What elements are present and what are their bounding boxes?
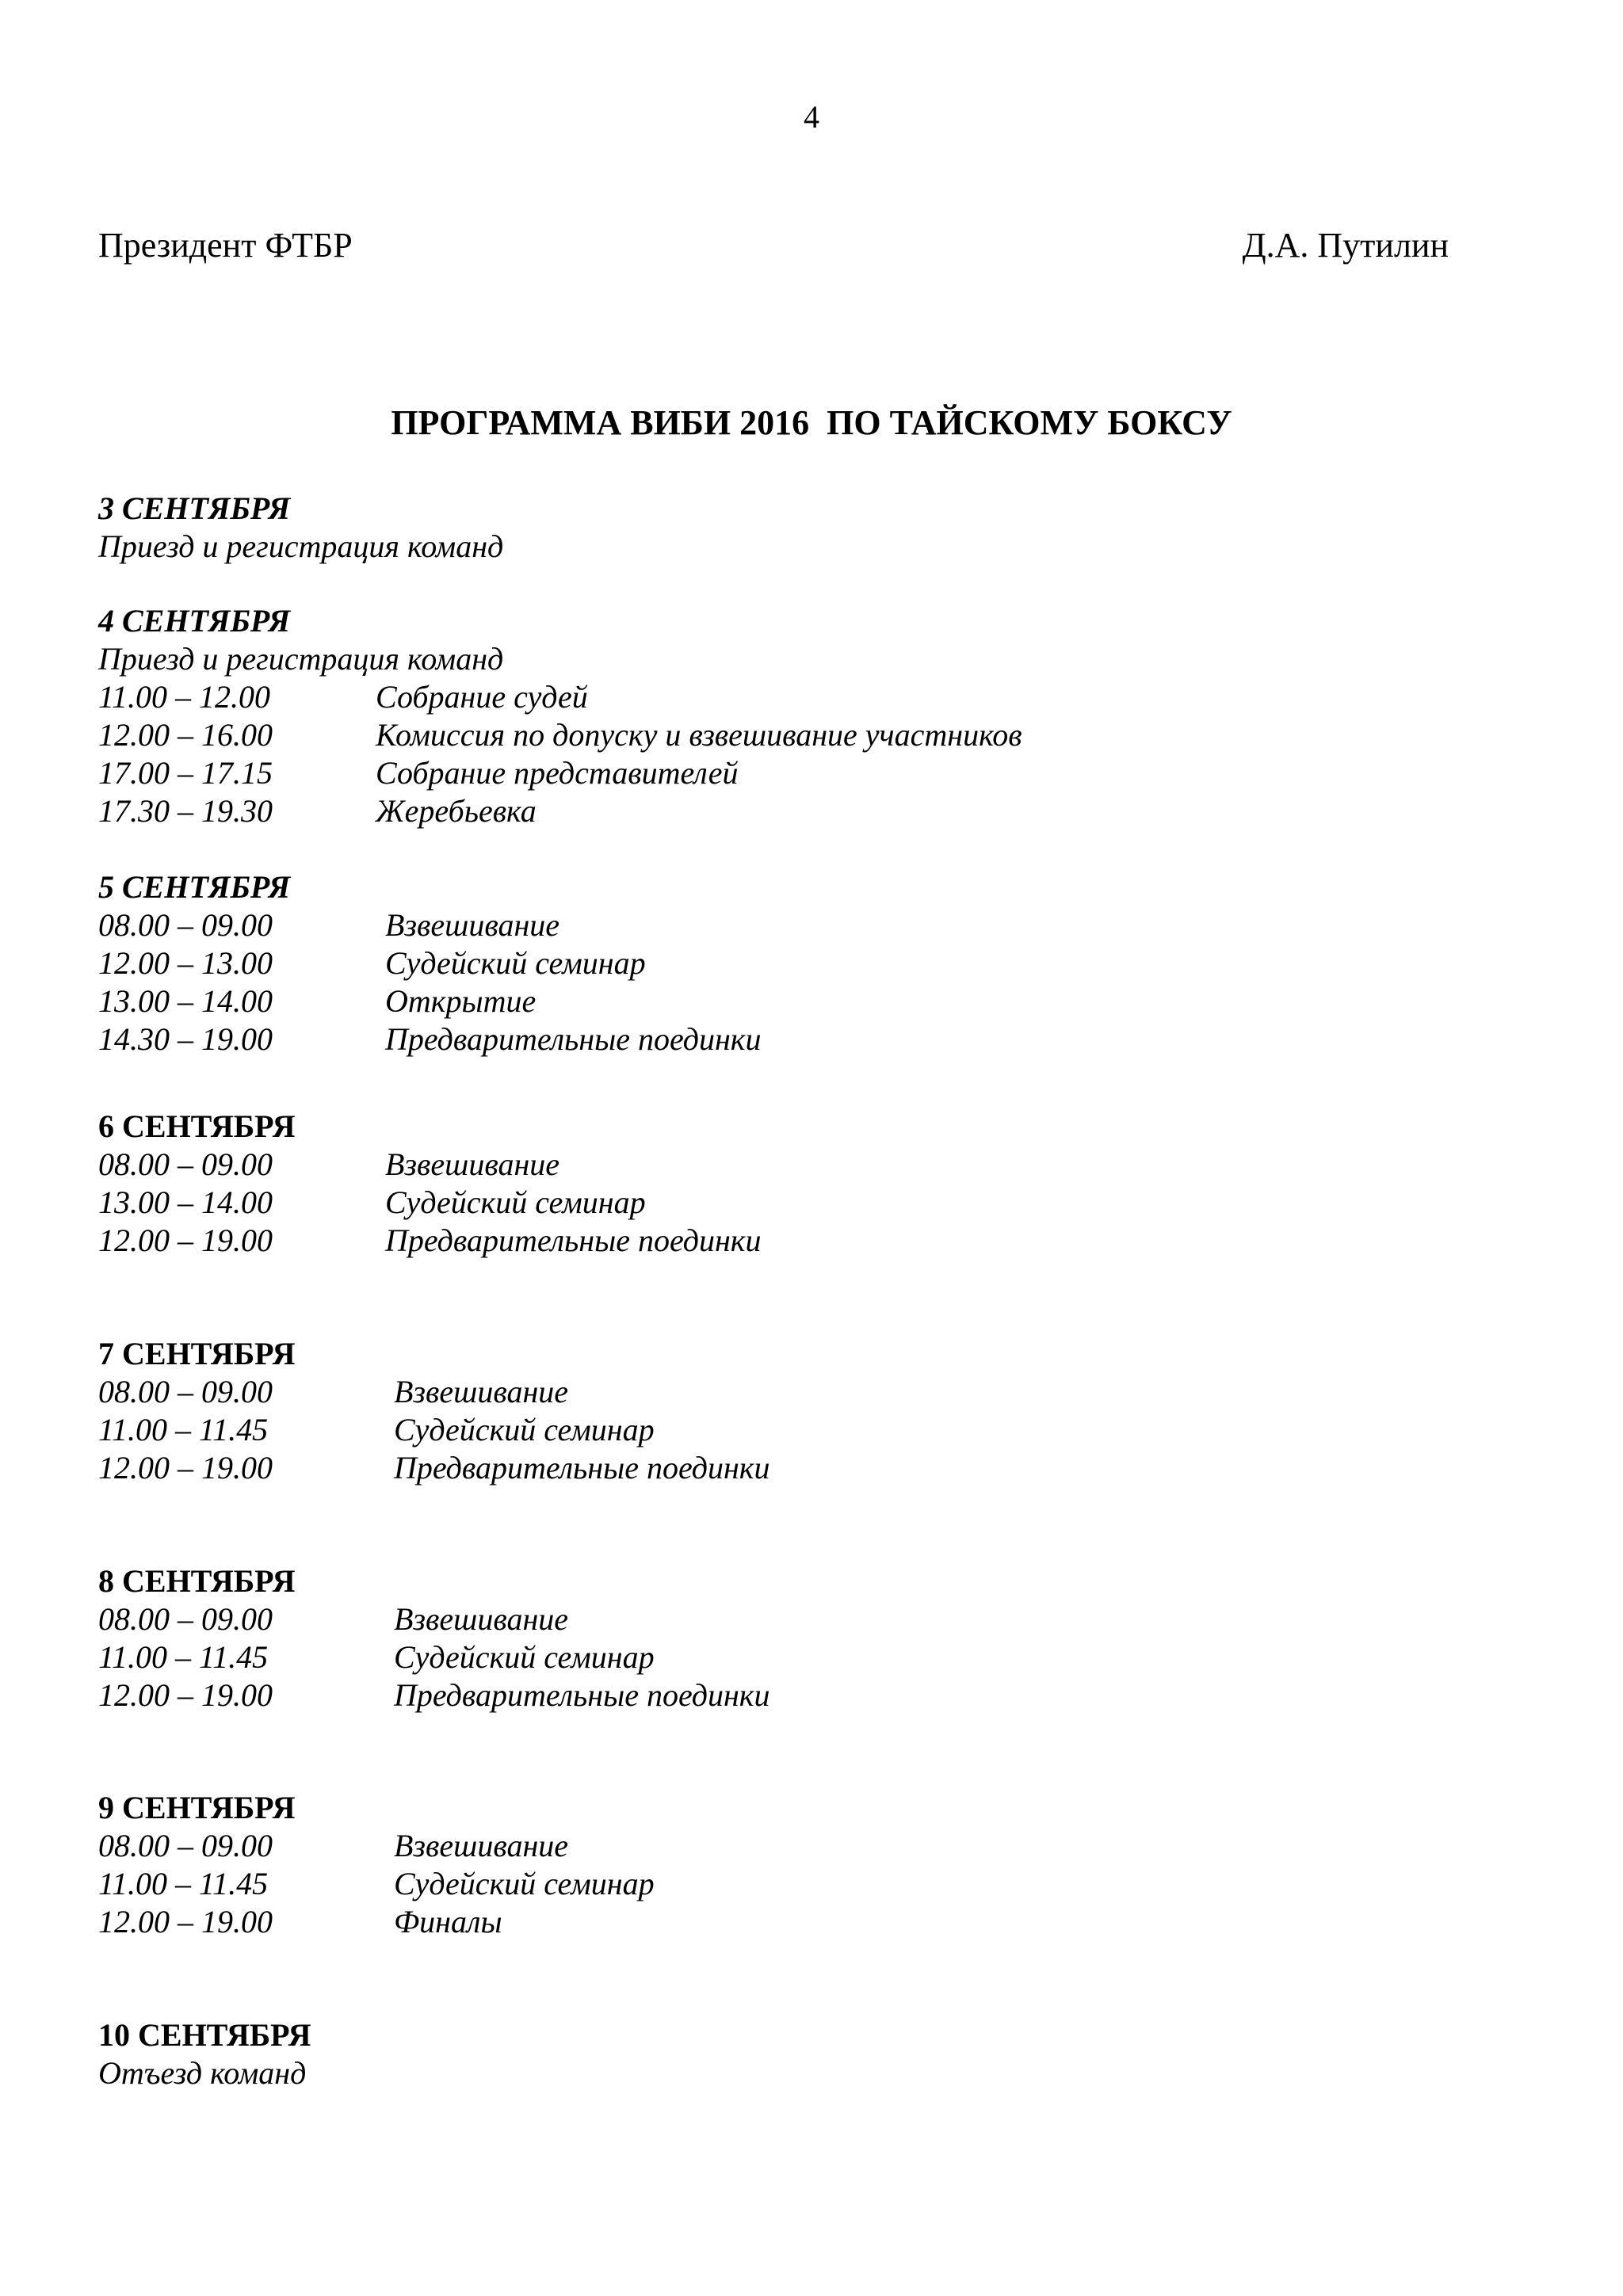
day-heading: 10 СЕНТЯБРЯ xyxy=(98,2017,311,2053)
schedule-row xyxy=(98,982,1525,1020)
schedule-time: 11.00 – 11.45 xyxy=(98,1639,269,1675)
schedule-event: Судейский семинар xyxy=(385,945,646,981)
day-heading: 5 СЕНТЯБРЯ xyxy=(98,869,291,905)
schedule-event: Комиссия по допуску и взвешивание участников xyxy=(376,717,1022,753)
schedule-event: Судейский семинар xyxy=(394,1639,655,1675)
signatory-position: Президент ФТБР xyxy=(98,226,353,265)
schedule-row xyxy=(98,1146,1525,1184)
schedule-row xyxy=(98,792,1525,830)
schedule-event: Взвешивание xyxy=(394,1828,569,1863)
schedule-event: Жеребьевка xyxy=(376,793,537,829)
schedule-time: 12.00 – 19.00 xyxy=(98,1677,273,1713)
schedule-time: 13.00 – 14.00 xyxy=(98,983,273,1019)
day-note: Приезд и регистрация команд xyxy=(98,528,504,564)
schedule-time: 13.00 – 14.00 xyxy=(98,1184,273,1220)
day-note: Отъезд команд xyxy=(98,2055,307,2091)
schedule-event: Предварительные поединки xyxy=(394,1450,770,1486)
schedule-time: 12.00 – 19.00 xyxy=(98,1904,273,1939)
schedule-row xyxy=(98,1411,1525,1449)
schedule-row xyxy=(98,754,1525,792)
schedule-event: Судейский семинар xyxy=(385,1184,646,1220)
schedule-time: 17.30 – 19.30 xyxy=(98,793,273,829)
schedule-event: Взвешивание xyxy=(385,907,560,943)
day-heading: 6 СЕНТЯБРЯ xyxy=(98,1108,296,1144)
schedule-row xyxy=(98,1184,1525,1222)
day-section-sep-9 xyxy=(98,1789,1525,1941)
day-section-sep-6 xyxy=(98,1108,1525,1260)
day-section-sep-8 xyxy=(98,1562,1525,1714)
schedule-time: 12.00 – 13.00 xyxy=(98,945,273,981)
day-heading: 4 СЕНТЯБРЯ xyxy=(98,603,291,639)
schedule-time: 11.00 – 11.45 xyxy=(98,1866,269,1901)
schedule-row xyxy=(98,1676,1525,1714)
schedule-row xyxy=(98,906,1525,944)
day-section-sep-7 xyxy=(98,1335,1525,1487)
schedule-time: 08.00 – 09.00 xyxy=(98,1828,273,1863)
day-section-sep-10 xyxy=(98,2016,1525,2092)
schedule-row xyxy=(98,944,1525,982)
page-number: 4 xyxy=(804,99,819,135)
schedule-row xyxy=(98,1865,1525,1903)
schedule-event: Предварительные поединки xyxy=(385,1222,762,1258)
day-section-sep-3 xyxy=(98,490,1525,566)
day-section-sep-4 xyxy=(98,602,1525,830)
schedule-row xyxy=(98,1827,1525,1865)
schedule-event: Собрание судей xyxy=(376,679,588,715)
day-heading: 9 СЕНТЯБРЯ xyxy=(98,1790,296,1825)
schedule-time: 08.00 – 09.00 xyxy=(98,1374,273,1409)
schedule-event: Собрание представителей xyxy=(376,755,739,791)
schedule-row xyxy=(98,1638,1525,1676)
schedule-time: 08.00 – 09.00 xyxy=(98,1146,273,1182)
schedule-row xyxy=(98,1222,1525,1260)
schedule-time: 14.30 – 19.00 xyxy=(98,1021,273,1057)
schedule-time: 12.00 – 19.00 xyxy=(98,1450,273,1486)
schedule-row xyxy=(98,1903,1525,1941)
schedule-row xyxy=(98,1600,1525,1638)
day-note: Приезд и регистрация команд xyxy=(98,641,504,677)
schedule-row xyxy=(98,1373,1525,1411)
schedule-row xyxy=(98,678,1525,716)
schedule-time: 08.00 – 09.00 xyxy=(98,1601,273,1637)
schedule-event: Финалы xyxy=(394,1904,502,1939)
schedule-time: 08.00 – 09.00 xyxy=(98,907,273,943)
schedule-row xyxy=(98,1020,1525,1058)
schedule-row xyxy=(98,716,1525,754)
signatory-name: Д.А. Путилин xyxy=(1242,226,1449,265)
schedule-event: Открытие xyxy=(385,983,537,1019)
schedule-row xyxy=(98,1449,1525,1487)
day-heading: 3 СЕНТЯБРЯ xyxy=(98,490,291,526)
day-heading: 8 СЕНТЯБРЯ xyxy=(98,1563,296,1599)
schedule-time: 12.00 – 16.00 xyxy=(98,717,273,753)
schedule-event: Взвешивание xyxy=(394,1601,569,1637)
schedule-event: Судейский семинар xyxy=(394,1412,655,1447)
schedule-time: 17.00 – 17.15 xyxy=(98,755,273,791)
schedule-event: Предварительные поединки xyxy=(394,1677,770,1713)
schedule-time: 11.00 – 11.45 xyxy=(98,1412,269,1447)
day-section-sep-5 xyxy=(98,868,1525,1058)
schedule-time: 11.00 – 12.00 xyxy=(98,679,271,715)
schedule-event: Взвешивание xyxy=(385,1146,560,1182)
schedule-event: Предварительные поединки xyxy=(385,1021,762,1057)
schedule-event: Судейский семинар xyxy=(394,1866,655,1901)
document-title: ПРОГРАММА ВИБИ 2016 ПО ТАЙСКОМУ БОКСУ xyxy=(391,403,1232,442)
schedule-event: Взвешивание xyxy=(394,1374,569,1409)
day-heading: 7 СЕНТЯБРЯ xyxy=(98,1336,296,1371)
schedule-time: 12.00 – 19.00 xyxy=(98,1222,273,1258)
